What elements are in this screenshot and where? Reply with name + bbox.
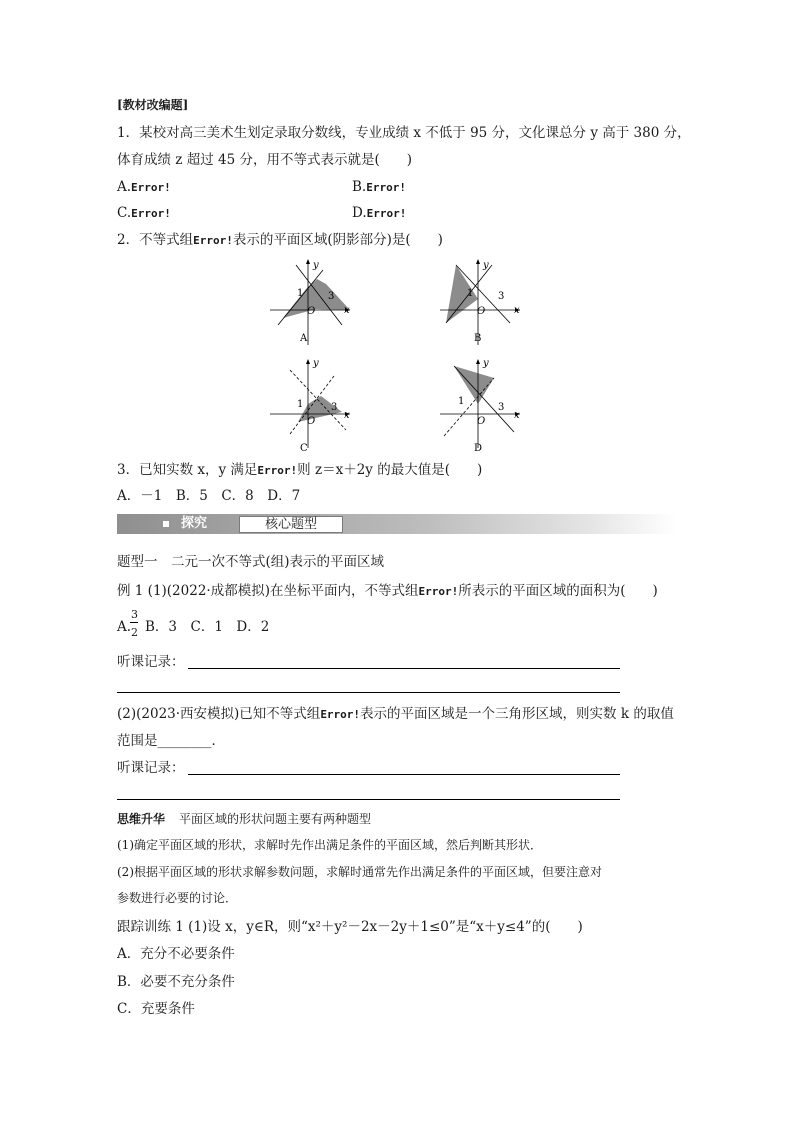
error-text: Error!	[257, 464, 298, 477]
graph-label: D	[474, 443, 483, 454]
y-label: y	[313, 260, 319, 271]
graph-c[interactable]	[268, 352, 358, 454]
ex1-1-options: B．3 C．1 D．2	[145, 619, 270, 635]
track1-option-b[interactable]: B．必要不充分条件	[117, 974, 235, 990]
fraction-bar	[130, 622, 138, 623]
q3-options: A．－1 B．5 C．8 D．7	[117, 488, 301, 504]
graph-b[interactable]	[438, 255, 528, 347]
thinking-subtitle: 平面区域的形状问题主要有两种题型	[179, 812, 372, 826]
x-label: x	[344, 410, 350, 421]
y-arrow	[476, 359, 480, 364]
q1-option-a[interactable]	[117, 178, 171, 197]
thinking-p1: (1)确定平面区域的形状，求解时先作出满足条件的平面区域，然后判断其形状．	[117, 838, 543, 852]
section-banner	[117, 514, 677, 534]
tick-3: 3	[498, 402, 505, 413]
error-text: Error!	[131, 207, 171, 220]
q3-before: 3．已知实数 x，y 满足	[117, 462, 258, 478]
origin-label: O	[477, 416, 486, 427]
fraction-denominator: 2	[131, 626, 138, 639]
graph-a[interactable]	[268, 255, 358, 347]
error-text: Error!	[320, 708, 361, 721]
thinking-title: 思维升华	[117, 812, 166, 826]
y-arrow	[306, 359, 310, 364]
error-text: Error!	[366, 181, 406, 194]
track1-stem: 跟踪训练 1 (1)设 x，y∈R，则“x²＋y²－2x－2y＋1≤0”是“x＋y≤4”的( )	[117, 919, 583, 935]
example1-2-line2: 范围是________．	[117, 733, 225, 749]
type1-title: 题型一 二元一次不等式(组)表示的平面区域	[117, 554, 385, 570]
q3-after: 则 z＝x＋2y 的最大值是( )	[297, 462, 483, 478]
notes-line[interactable]	[188, 668, 620, 669]
option-label: A.	[117, 179, 132, 195]
graph-label: B	[474, 333, 482, 344]
example1-2-stem	[117, 705, 674, 724]
x-label: x	[344, 305, 350, 316]
thinking-p2-line1: (2)根据平面区域的形状求解参数问题，求解时通常先作出满足条件的平面区域，但要注意对	[117, 865, 603, 879]
y-label: y	[483, 358, 489, 369]
q1-line2: 体育成绩 z 超过 45 分，用不等式表示就是( )	[117, 152, 412, 168]
notes-label: 听课记录：	[117, 654, 185, 670]
option-label: C.	[117, 205, 132, 221]
thinking-p2-line2: 参数进行必要的讨论．	[117, 891, 238, 905]
notes-line[interactable]	[117, 692, 620, 693]
q2-stem	[117, 231, 443, 250]
error-text: Error!	[418, 585, 459, 598]
fraction-numerator: 3	[131, 608, 138, 621]
y-arrow	[476, 259, 480, 264]
ex1-2-before: (2)(2023·西安模拟)已知不等式组	[117, 706, 321, 722]
banner-label-explore: 探究	[181, 516, 208, 531]
tick-1: 1	[458, 396, 465, 407]
error-text: Error!	[366, 207, 407, 220]
notes-label: 听课记录：	[117, 760, 185, 776]
option-label: D.	[352, 205, 367, 221]
q1-option-c[interactable]	[117, 204, 171, 223]
error-text: Error!	[193, 234, 233, 247]
ex1-1-option-a: A.	[117, 619, 132, 635]
example1-1-stem	[117, 582, 658, 601]
track1-option-c[interactable]: C．充要条件	[117, 1001, 195, 1017]
q1-line1: 1．某校对高三美术生划定录取分数线，专业成绩 x 不低于 95 分，文化课总分 y 高于 380 分，	[117, 125, 691, 141]
banner-label-core: 核心题型	[239, 516, 343, 533]
ex1-1-before: 例 1 (1)(2022·成都模拟)在坐标平面内，不等式组	[117, 583, 419, 599]
option-label: B.	[352, 179, 367, 195]
q2-before: 2．不等式组	[117, 232, 194, 248]
notes-line[interactable]	[188, 774, 620, 775]
tick-1: 1	[467, 288, 474, 299]
graph-d[interactable]	[438, 352, 528, 454]
thinking-header	[117, 810, 371, 827]
ex1-1-after: 所表示的平面区域的面积为( )	[458, 583, 658, 599]
graph-label: C	[300, 443, 308, 454]
y-label: y	[483, 260, 489, 271]
tick-3: 3	[328, 291, 335, 302]
origin-label: O	[307, 416, 316, 427]
tick-3: 3	[498, 291, 505, 302]
q1-option-d[interactable]	[352, 204, 406, 223]
origin-label: O	[307, 306, 316, 317]
q2-after: 表示的平面区域(阴影部分)是( )	[232, 232, 443, 248]
tick-3: 3	[331, 402, 338, 413]
graph-label: A	[300, 333, 308, 344]
q3-stem	[117, 461, 482, 480]
banner-square-icon	[163, 521, 169, 527]
tick-1: 1	[297, 288, 304, 299]
track1-option-a[interactable]: A．充分不必要条件	[117, 946, 235, 962]
tick-1: 1	[297, 399, 304, 410]
y-arrow	[306, 259, 310, 264]
notes-line[interactable]	[117, 799, 620, 800]
q1-option-b[interactable]	[352, 178, 406, 197]
x-label: x	[514, 305, 520, 316]
origin-label: O	[477, 306, 486, 317]
ex1-2-after: 表示的平面区域是一个三角形区域，则实数 k 的取值	[360, 706, 674, 722]
x-label: x	[514, 410, 520, 421]
error-text: Error!	[131, 181, 171, 194]
y-label: y	[313, 358, 319, 369]
shaded-region	[283, 279, 350, 318]
section-tag: [教材改编题]	[117, 98, 189, 112]
